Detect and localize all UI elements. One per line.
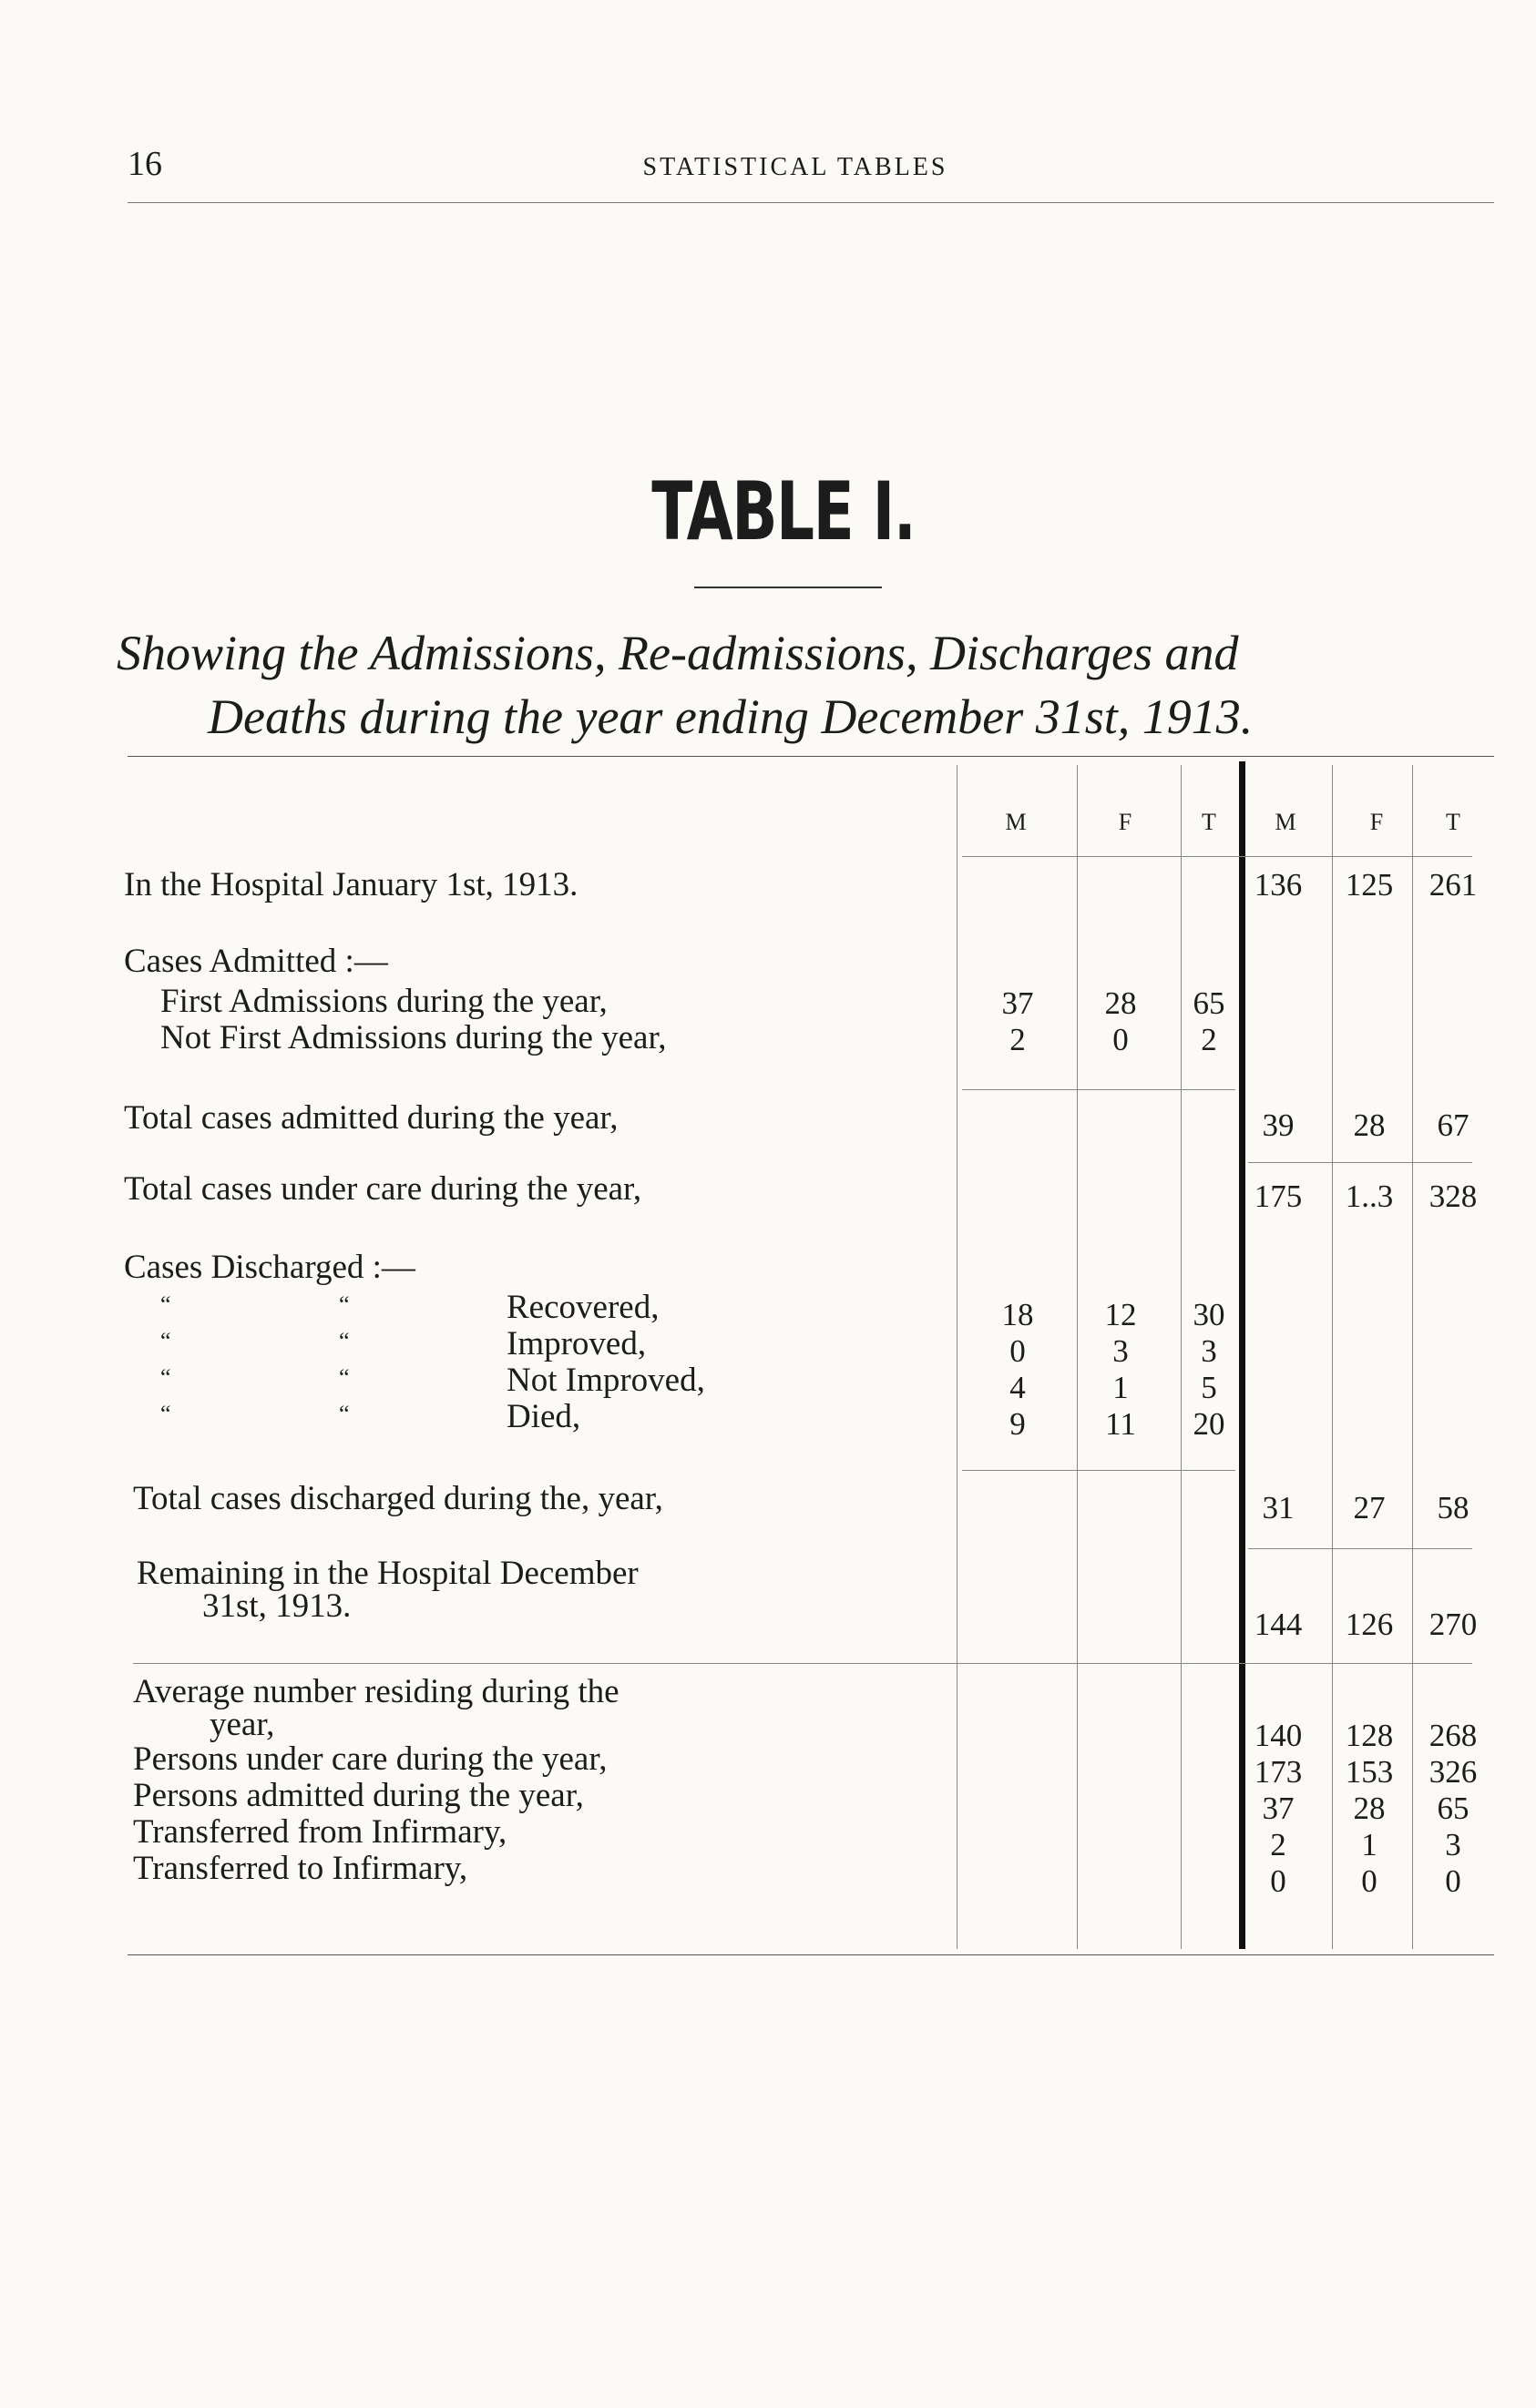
- section-rule: [133, 1663, 1472, 1664]
- cell-value: 3: [1112, 1333, 1129, 1369]
- header-rule: [128, 202, 1494, 203]
- cell-value: 39: [1262, 1107, 1295, 1143]
- cell-value: 65: [1437, 1791, 1469, 1826]
- cell-value: 328: [1428, 1178, 1478, 1214]
- cell-value: 0: [1270, 1863, 1286, 1899]
- table-bottom-rule: [128, 1954, 1494, 1955]
- cell-value: 31: [1262, 1490, 1295, 1525]
- row-label: Total cases discharged during the, year,: [133, 1480, 663, 1517]
- column-header-f: F: [1369, 809, 1384, 835]
- cell-value: 261: [1428, 867, 1478, 903]
- row-label: Total cases admitted during the year,: [124, 1099, 619, 1137]
- row-label: Transferred to Infirmary,: [133, 1850, 468, 1887]
- running-title: STATISTICAL TABLES: [642, 153, 948, 181]
- header-underline: [962, 856, 1472, 857]
- cell-value: 1..3: [1345, 1178, 1394, 1214]
- section-heading: Cases Discharged :—: [124, 1249, 415, 1286]
- cell-value: 1: [1361, 1827, 1377, 1862]
- row-label: Average number residing during the: [133, 1673, 620, 1710]
- cell-value: 5: [1201, 1370, 1217, 1405]
- cell-value: 268: [1428, 1718, 1478, 1753]
- page-number: 16: [128, 145, 162, 183]
- ditto-mark: “: [160, 1401, 171, 1427]
- row-label: Improved,: [507, 1325, 647, 1362]
- row-label: In the Hospital January 1st, 1913.: [124, 866, 579, 903]
- cell-value: 126: [1345, 1607, 1394, 1642]
- ditto-mark: “: [160, 1328, 171, 1354]
- subtitle-line-2: Deaths during the year ending December 31st, 1913.: [208, 689, 1254, 744]
- row-label: year,: [210, 1706, 275, 1743]
- subtotal-rule: [962, 1470, 1235, 1471]
- cell-value: 28: [1353, 1107, 1386, 1143]
- ditto-mark: “: [339, 1291, 350, 1318]
- column-header-t: T: [1446, 809, 1460, 835]
- column-header-t: T: [1202, 809, 1216, 835]
- cell-value: 30: [1193, 1297, 1225, 1332]
- cell-value: 20: [1193, 1406, 1225, 1442]
- row-label: First Admissions during the year,: [160, 983, 608, 1020]
- cell-value: 58: [1437, 1490, 1469, 1525]
- ditto-mark: “: [339, 1401, 350, 1427]
- cell-value: 0: [1445, 1863, 1461, 1899]
- ditto-mark: “: [339, 1364, 350, 1391]
- row-label: Persons under care during the year,: [133, 1740, 608, 1778]
- cell-value: 0: [1112, 1022, 1129, 1057]
- row-label: Total cases under care during the year,: [124, 1170, 642, 1208]
- cell-value: 140: [1254, 1718, 1303, 1753]
- cell-value: 27: [1353, 1490, 1386, 1525]
- cell-value: 67: [1437, 1107, 1469, 1143]
- row-label: Persons admitted during the year,: [133, 1777, 584, 1814]
- cell-value: 37: [1001, 985, 1034, 1021]
- cell-value: 3: [1445, 1827, 1461, 1862]
- ditto-mark: “: [339, 1328, 350, 1354]
- column-header-m: M: [1005, 809, 1027, 835]
- row-label: Remaining in the Hospital December: [137, 1555, 639, 1592]
- cell-value: 1: [1112, 1370, 1129, 1405]
- row-label: Died,: [507, 1398, 581, 1435]
- column-header-m: M: [1275, 809, 1296, 835]
- cell-value: 3: [1201, 1333, 1217, 1369]
- row-label: Recovered,: [507, 1289, 660, 1326]
- cell-value: 173: [1254, 1754, 1303, 1790]
- cell-value: 28: [1353, 1791, 1386, 1826]
- cell-value: 2: [1201, 1022, 1217, 1057]
- row-label: Not Improved,: [507, 1362, 705, 1399]
- row-label: 31st, 1913.: [202, 1587, 352, 1625]
- subtotal-rule: [962, 1089, 1235, 1090]
- cell-value: 144: [1254, 1607, 1303, 1642]
- cell-value: 136: [1254, 867, 1303, 903]
- cell-value: 2: [1270, 1827, 1286, 1862]
- cell-value: 11: [1105, 1406, 1136, 1442]
- cell-value: 18: [1001, 1297, 1034, 1332]
- cell-value: 12: [1104, 1297, 1137, 1332]
- subtitle-line-1: Showing the Admissions, Re-admissions, Discharges and: [117, 626, 1239, 680]
- cell-value: 0: [1361, 1863, 1377, 1899]
- cell-value: 2: [1009, 1022, 1026, 1057]
- cell-value: 128: [1345, 1718, 1394, 1753]
- cell-value: 9: [1009, 1406, 1026, 1442]
- cell-value: 125: [1345, 867, 1394, 903]
- ditto-mark: “: [160, 1291, 171, 1318]
- cell-value: 326: [1428, 1754, 1478, 1790]
- cell-value: 153: [1345, 1754, 1394, 1790]
- cell-value: 28: [1104, 985, 1137, 1021]
- table-top-rule: [128, 756, 1494, 757]
- cell-value: 4: [1009, 1370, 1026, 1405]
- cell-value: 270: [1428, 1607, 1478, 1642]
- row-label: Not First Admissions during the year,: [160, 1019, 667, 1056]
- section-heading: Cases Admitted :—: [124, 943, 388, 980]
- table-title: TABLE I.: [651, 464, 916, 558]
- cell-value: 0: [1009, 1333, 1026, 1369]
- title-underline: [694, 587, 882, 588]
- cell-value: 175: [1254, 1178, 1303, 1214]
- cell-value: 65: [1193, 985, 1225, 1021]
- row-label: Transferred from Infirmary,: [133, 1813, 507, 1851]
- total-rule: [1248, 1162, 1472, 1163]
- ditto-mark: “: [160, 1364, 171, 1391]
- total-rule: [1248, 1548, 1472, 1549]
- column-header-f: F: [1118, 809, 1132, 835]
- cell-value: 37: [1262, 1791, 1295, 1826]
